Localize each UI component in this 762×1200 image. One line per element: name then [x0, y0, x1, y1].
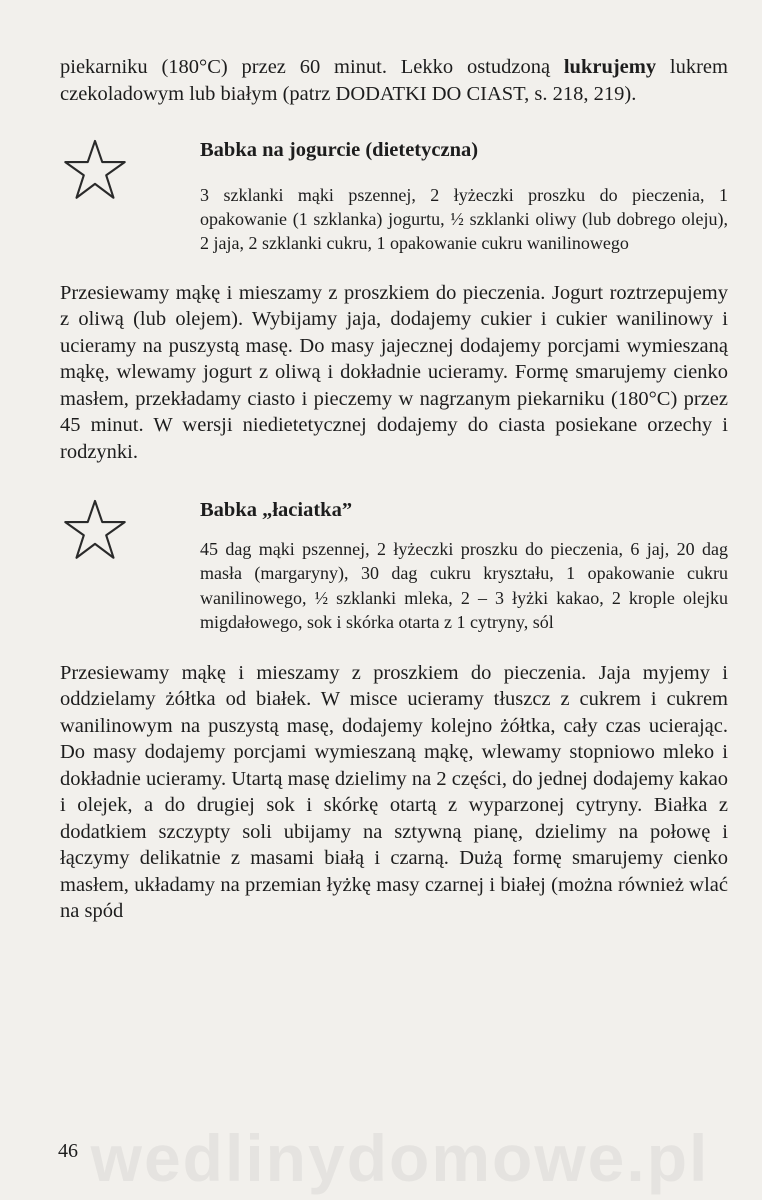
- page-content: [60, 54, 728, 925]
- recipe-2-header: [60, 495, 728, 551]
- recipe-1-header: [60, 135, 728, 191]
- recipe-1-ingredients: 3 szklanki mąki pszennej, 2 łyżeczki proszku do pieczenia, 1 opakowanie (1 szklanka) jogurtu, ½ szklanki oliwy (lub dobrego oleju), 2 jaja, 2 szklanki cukru, 1 opakowanie cukru wanilinowego: [200, 185, 728, 254]
- intro-bold-word: lukrujemy: [563, 56, 657, 78]
- intro-text-2: lukrem czekoladowym lub białym (patrz DODATKI DO CIAST, s. 218, 219).: [60, 56, 728, 105]
- recipe-1-method: Przesiewamy mąkę i mieszamy z proszkiem do pieczenia. Jogurt roztrzepujemy z oliwą (lub olejem). Wybijamy jaja, dodajemy cukier i cukier wanilinowy i ucieramy na puszystą masę. Do masy jajecznej dodajemy porcjami wymieszaną mąkę, wlewamy jogurt z oliwą i dokładnie ucieramy. Formę smarujemy cienko masłem, przekładamy ciasto i pieczemy w nagrzanym piekarniku (180°C) przez 45 minut. W wersji niedietetycznej dodajemy do ciasta posiekane orzechy i rodzynki.: [60, 281, 728, 463]
- recipe-2-ingredients: 45 dag mąki pszennej, 2 łyżeczki proszku do pieczenia, 6 jaj, 20 dag masła (margaryny), 30 dag cukru kryształu, 1 opakowanie cukru wanilinowego, ½ szklanki mleka, 2 – 3 łyżki kakao, 2 krople olejku migdałowego, sok i skórka otarta z 1 cytryny, sól: [200, 539, 728, 632]
- page-number: 46: [58, 1140, 78, 1162]
- intro-paragraph: [60, 54, 728, 107]
- intro-text-1: piekarniku (180°C) przez 60 minut. Lekko ostudzoną: [60, 56, 564, 78]
- star-icon: [62, 497, 128, 563]
- star-icon: [62, 137, 128, 203]
- recipe-2-method: Przesiewamy mąkę i mieszamy z proszkiem do pieczenia. Jaja myjemy i oddzielamy żółtka od białek. W misce ucieramy tłuszcz z cukrem i cukrem wanilinowym na puszystą masę, dodajemy kolejno żółtka, cały czas ucierając. Do masy dodajemy porcjami wymieszaną mąkę, wlewamy stopniowo mleko i dokładnie ucieramy. Utartą masę dzielimy na 2 części, do jednej dodajemy kakao i olejek, a do drugiej sok i skórkę otartą z wyparzonej cytryny. Białka z dodatkiem szczypty soli ubijamy na sztywną pianę, dzielimy na połowę i łączymy delikatnie z masami białą i czarną. Dużą formę smarujemy cienko masłem, układamy na przemian łyżkę masy czarnej i białej (można również wlać na spód: [60, 661, 728, 923]
- watermark: wedlinydomowe.pl: [90, 1121, 710, 1195]
- recipe-1-title: Babka na jogurcie (dietetyczna): [200, 139, 479, 161]
- recipe-2-title: Babka „łaciatka”: [200, 499, 353, 522]
